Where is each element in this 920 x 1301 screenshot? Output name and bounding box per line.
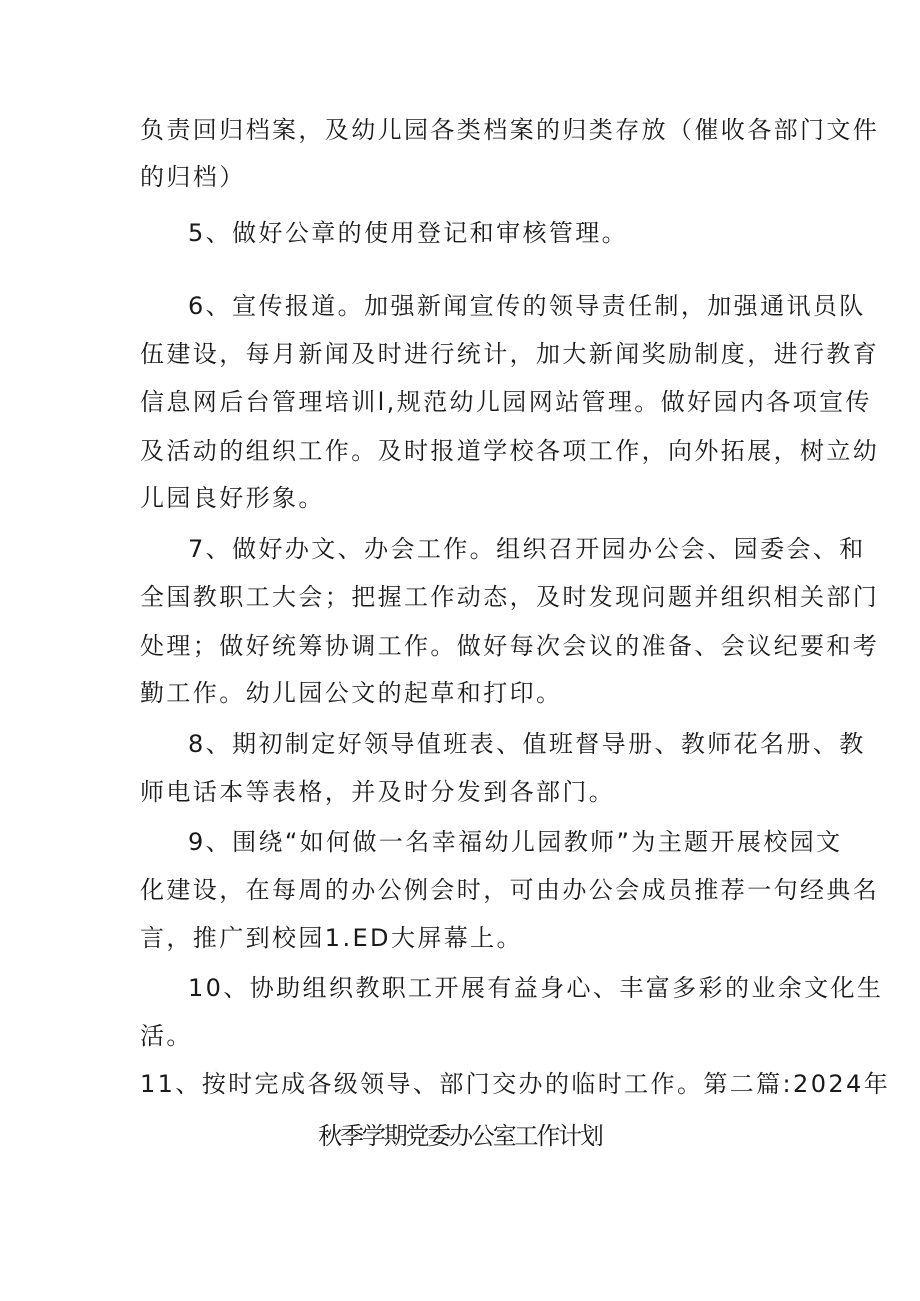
section-heading: 秋季学期党委办公室工作计划 — [318, 1122, 602, 1150]
paragraph-line: 勤工作。幼儿园公文的起草和打印。 — [140, 679, 563, 707]
paragraph-line: 伍建设，每月新闻及时进行统计，加大新闻奖励制度，进行教育 — [140, 340, 880, 368]
paragraph-line: 11、按时完成各级领导、部门交办的临时工作。第二篇:2024年 — [140, 1070, 891, 1098]
paragraph-line: 化建设，在每周的办公例会时，可由办公会成员推荐一句经典名 — [140, 876, 880, 904]
paragraph-line: 6、宣传报道。加强新闻宣传的领导责任制，加强通讯员队 — [188, 292, 866, 320]
paragraph-line: 儿园良好形象。 — [140, 484, 325, 512]
paragraph-line: 信息网后台管理培训l,规范幼儿园网站管理。做好园内各项宣传 — [140, 388, 872, 416]
paragraph-line: 5、做好公章的使用登记和审核管理。 — [188, 219, 629, 247]
paragraph-line: 7、做好办文、办会工作。组织召开园办公会、园委会、和 — [188, 535, 866, 563]
paragraph-line: 的归档） — [140, 163, 246, 191]
paragraph-line: 8、期初制定好领导值班表、值班督导册、教师花名册、教 — [188, 730, 866, 758]
paragraph-line: 9、围绕“如何做一名幸福幼儿园教师”为主题开展校园文 — [188, 828, 843, 856]
paragraph-line: 全国教职工大会；把握工作动态，及时发现问题并组织相关部门 — [140, 583, 880, 611]
paragraph-line: 10、协助组织教职工开展有益身心、丰富多彩的业余文化生 — [188, 974, 884, 1002]
paragraph-line: 言，推广到校园1.ED大屏幕上。 — [140, 924, 523, 952]
paragraph-line: 负责回归档案，及幼儿园各类档案的归类存放（催收各部门文件 — [140, 116, 880, 144]
paragraph-line: 及活动的组织工作。及时报道学校各项工作，向外拓展，树立幼 — [140, 437, 880, 465]
paragraph-line: 活。 — [140, 1022, 193, 1050]
paragraph-line: 处理；做好统筹协调工作。做好每次会议的准备、会议纪要和考 — [140, 632, 880, 660]
paragraph-line: 师电话本等表格，并及时分发到各部门。 — [140, 778, 616, 806]
